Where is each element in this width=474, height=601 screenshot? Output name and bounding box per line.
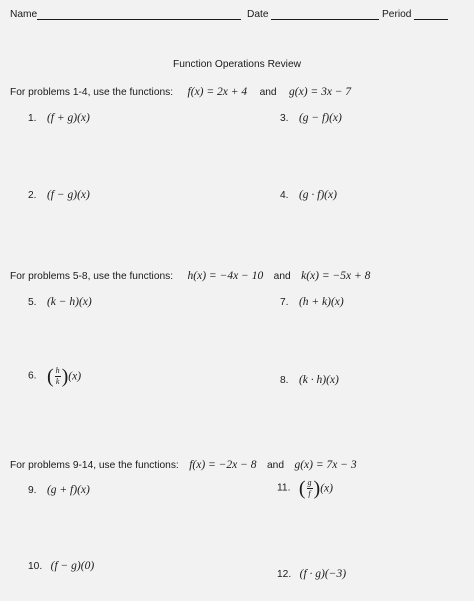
problem-expression: (k − h)(x) bbox=[46, 296, 92, 308]
and-word: and bbox=[267, 460, 284, 471]
problem-expression: (f − g)(x) bbox=[46, 189, 90, 201]
function-definition: f(x) = −2x − 8 bbox=[189, 459, 257, 471]
problem-expression: ( $\frac{h}{k}$ )(x) bbox=[46, 365, 82, 387]
problem-number: 2. bbox=[28, 190, 37, 201]
problem-number: 9. bbox=[28, 485, 37, 496]
problem-11 bbox=[277, 478, 333, 498]
date-label: Date bbox=[247, 9, 269, 20]
function-definition: f(x) = 2x + 4 bbox=[187, 86, 248, 98]
problem-expression: (g + f)(x) bbox=[46, 484, 90, 496]
expression-tail: (x) bbox=[68, 370, 82, 382]
and-word: and bbox=[273, 271, 291, 282]
problem-1 bbox=[28, 108, 90, 126]
name-label: Name bbox=[10, 9, 38, 20]
period-blank[interactable] bbox=[414, 9, 448, 20]
section-intro: For problems 9-14, use the functions: bbox=[10, 460, 179, 471]
problem-expression: ( $\frac{g}{f}$ )(x) bbox=[298, 477, 333, 499]
fraction-denominator: k bbox=[55, 376, 60, 386]
fraction-numerator: g bbox=[307, 477, 312, 487]
problem-number: 3. bbox=[280, 113, 289, 124]
page-title: Function Operations Review bbox=[173, 59, 301, 70]
problem-number: 10. bbox=[28, 561, 43, 572]
problem-5 bbox=[28, 292, 92, 310]
problem-3 bbox=[280, 108, 342, 126]
section-intro: For problems 5-8, use the functions: bbox=[10, 271, 174, 282]
problem-6 bbox=[28, 366, 81, 386]
date-field[interactable] bbox=[247, 9, 379, 20]
problem-number: 11. bbox=[277, 482, 291, 494]
period-field[interactable] bbox=[382, 9, 448, 20]
problem-7 bbox=[280, 292, 344, 310]
date-blank[interactable] bbox=[271, 9, 379, 20]
problem-10 bbox=[28, 556, 94, 574]
section-2-instructions bbox=[10, 266, 370, 284]
function-definition: k(x) = −5x + 8 bbox=[301, 270, 371, 282]
problem-8 bbox=[280, 370, 339, 388]
problem-9 bbox=[28, 480, 90, 498]
period-label: Period bbox=[382, 9, 412, 20]
fraction-numerator: h bbox=[55, 365, 60, 375]
function-definition: g(x) = 3x − 7 bbox=[289, 86, 352, 98]
fraction-denominator: f bbox=[308, 488, 311, 498]
problem-expression: (k · h)(x) bbox=[298, 374, 339, 386]
problem-number: 8. bbox=[280, 375, 289, 386]
problem-expression: (f − g)(0) bbox=[50, 560, 95, 572]
and-word: and bbox=[259, 87, 277, 98]
section-1-instructions bbox=[10, 82, 351, 100]
name-blank[interactable] bbox=[37, 9, 241, 20]
problem-expression: (g − f)(x) bbox=[298, 112, 342, 124]
problem-number: 4. bbox=[280, 190, 289, 201]
function-definition: h(x) = −4x − 10 bbox=[187, 270, 264, 282]
section-3-instructions bbox=[10, 455, 357, 473]
problem-number: 7. bbox=[280, 297, 289, 308]
problem-2 bbox=[28, 185, 90, 203]
problem-4 bbox=[280, 185, 337, 203]
problem-number: 6. bbox=[28, 370, 37, 382]
problem-expression: (h + k)(x) bbox=[298, 296, 344, 308]
problem-expression: (g · f)(x) bbox=[298, 189, 337, 201]
section-intro: For problems 1-4, use the functions: bbox=[10, 87, 174, 98]
name-field[interactable] bbox=[10, 9, 241, 20]
expression-tail: (x) bbox=[320, 482, 333, 494]
problem-expression: (f + g)(x) bbox=[46, 112, 90, 124]
problem-number: 1. bbox=[28, 113, 37, 124]
problem-expression: (f · g)(−3) bbox=[299, 568, 347, 580]
problem-number: 12. bbox=[277, 569, 292, 580]
function-definition: g(x) = 7x − 3 bbox=[294, 459, 357, 471]
problem-number: 5. bbox=[28, 297, 37, 308]
problem-12 bbox=[277, 564, 346, 582]
